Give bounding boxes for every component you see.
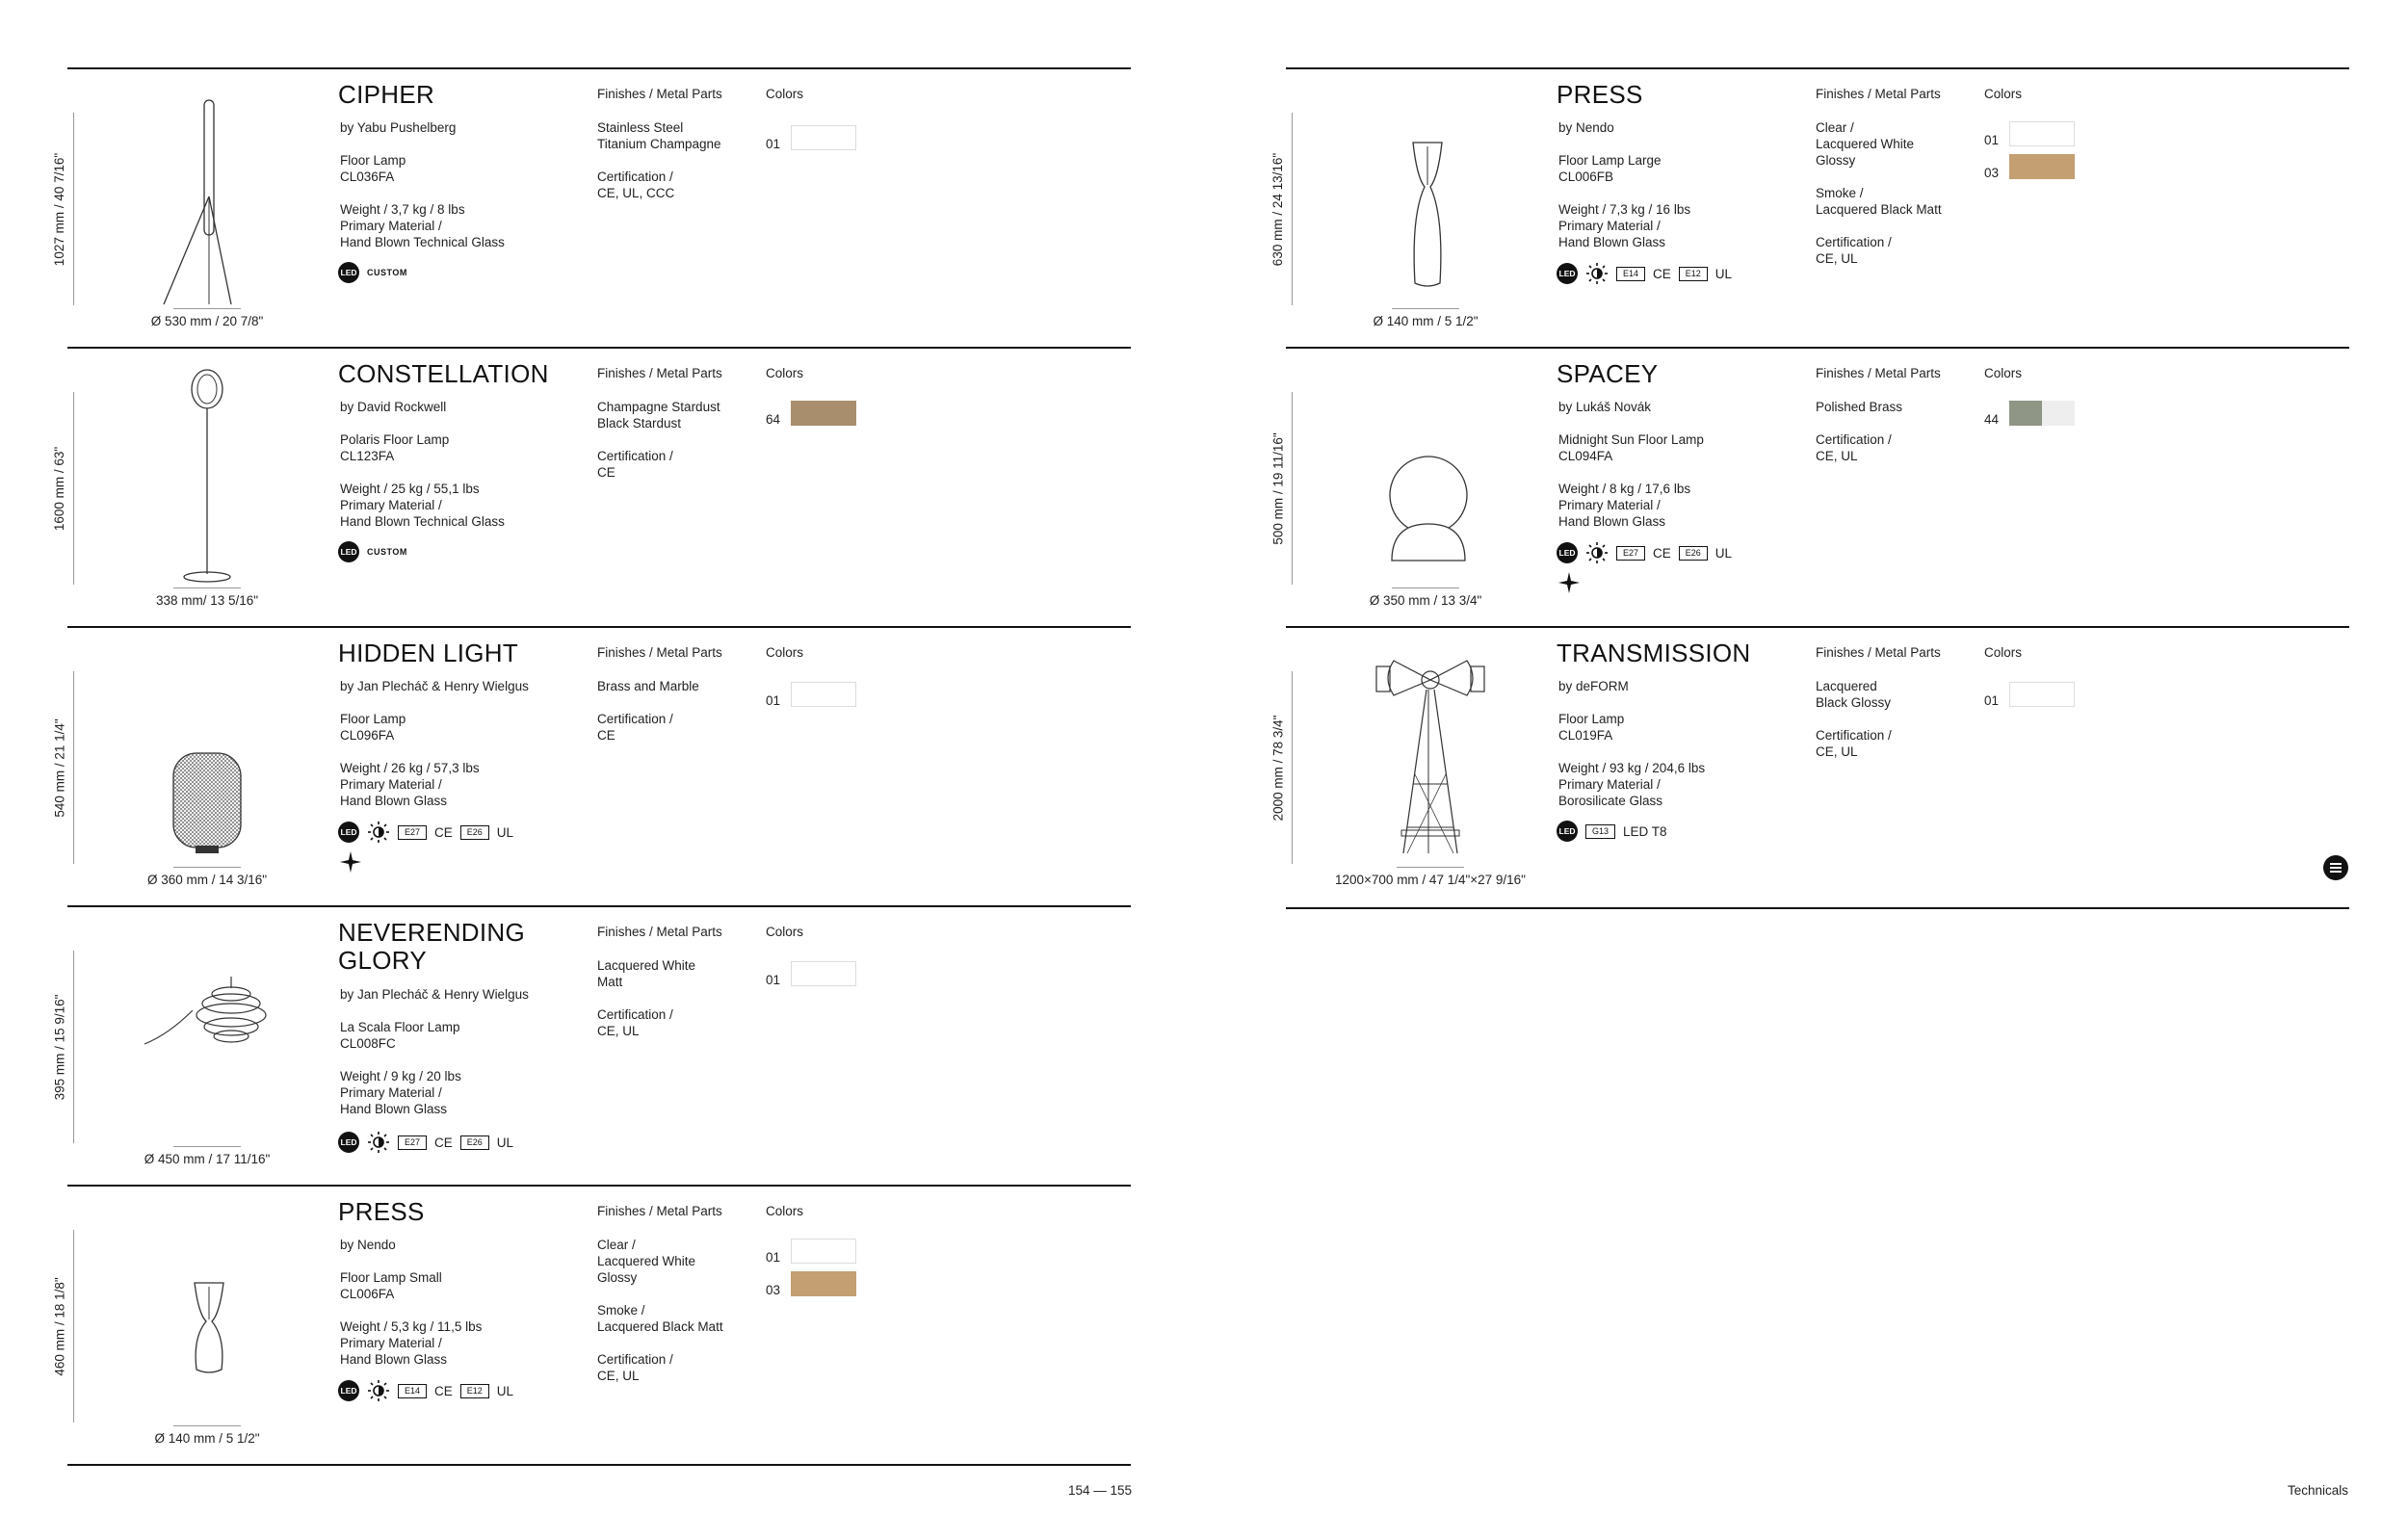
finishes-title: Finishes / Metal Parts bbox=[1816, 645, 1941, 660]
cert-mark: CE bbox=[1653, 545, 1671, 561]
product-designer: by Lukáš Novák bbox=[1558, 400, 1652, 414]
certification: Certification / CE, UL bbox=[597, 1352, 673, 1383]
finish-list: Clear / Lacquered White Glossy Smoke / Lacquered Black Matt bbox=[597, 1238, 723, 1334]
led-icon: LED bbox=[1557, 542, 1578, 563]
product-type: La Scala Floor Lamp CL008FC bbox=[340, 1020, 460, 1051]
product-name: PRESS bbox=[338, 1197, 425, 1226]
finish-list: Lacquered White Matt bbox=[597, 958, 696, 989]
socket-badge: E27 bbox=[398, 1135, 427, 1150]
width-dimension: Ø 140 mm / 5 1/2" bbox=[111, 1431, 303, 1446]
cert-mark: CE bbox=[434, 1135, 453, 1150]
left-page-bottom-rule bbox=[67, 1464, 1131, 1466]
width-dimension: Ø 350 mm / 13 3/4" bbox=[1329, 593, 1522, 608]
colors-title: Colors bbox=[766, 366, 804, 380]
product-entry-press-small bbox=[52, 1185, 1131, 1464]
neverending-glory-lamp-drawing bbox=[116, 919, 308, 1146]
feature-icons bbox=[338, 541, 407, 562]
right-page-bottom-rule bbox=[1286, 907, 2349, 909]
led-icon: LED bbox=[1557, 821, 1578, 842]
finish-list: Stainless Steel Titanium Champagne bbox=[597, 120, 721, 151]
color-swatch-row: 03 bbox=[766, 1269, 856, 1297]
colors-title: Colors bbox=[766, 1204, 804, 1218]
height-dimension: 1600 mm / 63" bbox=[41, 373, 78, 604]
certification: Certification / CE bbox=[597, 449, 673, 480]
colors-title: Colors bbox=[766, 645, 804, 660]
color-swatch-secondary bbox=[2042, 401, 2075, 426]
product-entry-transmission bbox=[1270, 626, 2349, 905]
color-swatch bbox=[791, 961, 856, 986]
color-swatch bbox=[791, 125, 856, 150]
product-designer: by Nendo bbox=[1558, 120, 1614, 135]
product-entry-neverending-glory bbox=[52, 905, 1131, 1185]
custom-label: CUSTOM bbox=[367, 268, 407, 277]
dimmable-sun-icon bbox=[1585, 262, 1609, 285]
product-weight-material: Weight / 5,3 kg / 11,5 lbs Primary Material / Hand Blown Glass bbox=[340, 1319, 483, 1367]
width-dimension: Ø 360 mm / 14 3/16" bbox=[111, 873, 303, 887]
cert-mark: CE bbox=[1653, 266, 1671, 281]
sparkle-star-icon bbox=[340, 851, 361, 873]
color-swatch bbox=[791, 1239, 856, 1264]
led-icon: LED bbox=[338, 262, 359, 283]
dimmable-sun-icon bbox=[1585, 541, 1609, 564]
color-swatch-row: 01 bbox=[766, 959, 856, 987]
led-icon: LED bbox=[338, 541, 359, 562]
certification: Certification / CE, UL bbox=[1816, 235, 1892, 266]
product-weight-material: Weight / 3,7 kg / 8 lbs Primary Material / Hand Blown Technical Glass bbox=[340, 202, 505, 249]
socket-badge: G13 bbox=[1585, 824, 1615, 839]
socket-badge: E12 bbox=[1679, 267, 1708, 281]
product-designer: by Jan Plecháč & Henry Wielgus bbox=[340, 679, 529, 693]
product-name: CONSTELLATION bbox=[338, 359, 549, 388]
color-swatch bbox=[791, 682, 856, 707]
socket-badge: E26 bbox=[1679, 546, 1708, 561]
socket-badge: E27 bbox=[1616, 546, 1645, 561]
product-name: PRESS bbox=[1557, 80, 1643, 109]
color-swatch-row: 01 bbox=[766, 123, 856, 151]
colors-title: Colors bbox=[1984, 366, 2023, 380]
color-swatch bbox=[2009, 154, 2075, 179]
press-large-lamp-drawing bbox=[1334, 81, 1527, 308]
product-designer: by deFORM bbox=[1558, 679, 1629, 693]
colors-title: Colors bbox=[766, 87, 804, 101]
certification: Certification / CE, UL bbox=[1816, 432, 1892, 463]
color-swatch bbox=[2009, 682, 2075, 707]
product-entry-spacey bbox=[1270, 347, 2349, 626]
product-name: TRANSMISSION bbox=[1557, 639, 1751, 667]
certification: Certification / CE bbox=[597, 712, 673, 743]
feature-icons bbox=[338, 1131, 513, 1154]
cert-mark: UL bbox=[496, 824, 514, 840]
product-name: SPACEY bbox=[1557, 359, 1659, 388]
product-weight-material: Weight / 9 kg / 20 lbs Primary Material / Hand Blown Glass bbox=[340, 1069, 461, 1116]
led-icon: LED bbox=[338, 1132, 359, 1153]
color-swatch-row: 01 bbox=[766, 680, 856, 708]
color-swatch bbox=[2009, 401, 2042, 426]
product-type: Floor Lamp CL036FA bbox=[340, 153, 406, 184]
colors-title: Colors bbox=[1984, 645, 2023, 660]
finish-list: Clear / Lacquered White Glossy Smoke / Lacquered Black Matt bbox=[1816, 120, 1942, 217]
socket-badge: E14 bbox=[1616, 267, 1645, 281]
product-designer: by Jan Plecháč & Henry Wielgus bbox=[340, 987, 529, 1002]
product-designer: by Nendo bbox=[340, 1238, 396, 1252]
color-swatch bbox=[791, 1271, 856, 1296]
color-swatch-row: 01 bbox=[1984, 680, 2075, 708]
product-type: Floor Lamp Small CL006FA bbox=[340, 1270, 442, 1301]
dimmable-sun-icon bbox=[367, 821, 390, 844]
finishes-title: Finishes / Metal Parts bbox=[1816, 87, 1941, 101]
product-weight-material: Weight / 93 kg / 204,6 lbs Primary Material / Borosilicate Glass bbox=[1558, 761, 1706, 808]
finish-list: Brass and Marble bbox=[597, 679, 699, 693]
finish-list: Polished Brass bbox=[1816, 400, 1903, 414]
feature-icons bbox=[1557, 262, 1732, 285]
height-dimension: 630 mm / 24 13/16" bbox=[1260, 93, 1296, 325]
finish-list: Champagne Stardust Black Stardust bbox=[597, 400, 720, 431]
cipher-lamp-drawing bbox=[116, 81, 308, 308]
product-weight-material: Weight / 8 kg / 17,6 lbs Primary Material / Hand Blown Glass bbox=[1558, 482, 1691, 529]
led-icon: LED bbox=[338, 822, 359, 843]
product-designer: by Yabu Pushelberg bbox=[340, 120, 457, 135]
socket-badge: E27 bbox=[398, 825, 427, 840]
product-type: Midnight Sun Floor Lamp CL094FA bbox=[1558, 432, 1704, 463]
color-swatch-row: 64 bbox=[766, 399, 856, 427]
height-dimension: 1027 mm / 40 7/16" bbox=[41, 93, 78, 325]
cert-mark: UL bbox=[496, 1135, 514, 1150]
constellation-lamp-drawing bbox=[116, 360, 308, 587]
cert-mark: CE bbox=[434, 1383, 453, 1398]
product-name: HIDDEN LIGHT bbox=[338, 639, 519, 667]
color-swatch-row: 01 bbox=[1984, 119, 2075, 147]
width-dimension: Ø 530 mm / 20 7/8" bbox=[111, 314, 303, 328]
height-dimension: 540 mm / 21 1/4" bbox=[41, 652, 78, 883]
socket-badge: E26 bbox=[460, 825, 489, 840]
product-type: Floor Lamp Large CL006FB bbox=[1558, 153, 1662, 184]
finishes-title: Finishes / Metal Parts bbox=[597, 87, 722, 101]
certification: Certification / CE, UL, CCC bbox=[597, 170, 675, 200]
hidden-light-lamp-drawing bbox=[116, 639, 308, 867]
product-weight-material: Weight / 25 kg / 55,1 lbs Primary Material / Hand Blown Technical Glass bbox=[340, 482, 505, 529]
color-swatch bbox=[791, 401, 856, 426]
certification: Certification / CE, UL bbox=[597, 1007, 673, 1038]
product-type: Floor Lamp CL096FA bbox=[340, 712, 406, 743]
product-designer: by David Rockwell bbox=[340, 400, 447, 414]
cert-mark: UL bbox=[496, 1383, 514, 1398]
socket-badge: E26 bbox=[460, 1135, 489, 1150]
product-weight-material: Weight / 7,3 kg / 16 lbs Primary Material / Hand Blown Glass bbox=[1558, 202, 1691, 249]
color-swatch-row: 03 bbox=[1984, 152, 2075, 180]
product-entry-hidden-light bbox=[52, 626, 1131, 905]
socket-badge: E14 bbox=[398, 1384, 427, 1398]
dimmable-sun-icon bbox=[367, 1131, 390, 1154]
spacey-lamp-drawing bbox=[1334, 360, 1527, 587]
product-weight-material: Weight / 26 kg / 57,3 lbs Primary Material / Hand Blown Glass bbox=[340, 761, 480, 808]
feature-icons bbox=[338, 1379, 513, 1402]
light-source-label: LED T8 bbox=[1623, 823, 1667, 839]
height-dimension: 395 mm / 15 9/16" bbox=[41, 931, 78, 1162]
product-name: NEVERENDING GLORY bbox=[338, 918, 525, 975]
product-type: Polaris Floor Lamp CL123FA bbox=[340, 432, 450, 463]
press-small-lamp-drawing bbox=[116, 1198, 308, 1425]
feature-icons bbox=[1557, 821, 1667, 842]
color-swatch bbox=[2009, 121, 2075, 146]
section-name: Technicals bbox=[2287, 1483, 2348, 1498]
custom-label: CUSTOM bbox=[367, 547, 407, 557]
led-icon: LED bbox=[1557, 263, 1578, 284]
product-entry-cipher bbox=[52, 67, 1131, 347]
page-number: 154 — 155 bbox=[1067, 1483, 1132, 1498]
feature-icons bbox=[1557, 541, 1732, 564]
transmission-lamp-drawing bbox=[1334, 639, 1527, 867]
product-type: Floor Lamp CL019FA bbox=[1558, 712, 1625, 743]
sparkle-star-icon bbox=[1558, 572, 1580, 593]
finishes-title: Finishes / Metal Parts bbox=[597, 645, 722, 660]
socket-badge: E12 bbox=[460, 1384, 489, 1398]
colors-title: Colors bbox=[766, 925, 804, 939]
finishes-title: Finishes / Metal Parts bbox=[597, 366, 722, 380]
feature-icons bbox=[338, 262, 407, 283]
certification: Certification / CE, UL bbox=[1816, 728, 1892, 759]
product-entry-constellation bbox=[52, 347, 1131, 626]
colors-title: Colors bbox=[1984, 87, 2023, 101]
cert-mark: UL bbox=[1714, 545, 1733, 561]
product-entry-press-large bbox=[1270, 67, 2349, 347]
width-dimension: Ø 140 mm / 5 1/2" bbox=[1329, 314, 1522, 328]
cert-mark: CE bbox=[434, 824, 453, 840]
product-name: CIPHER bbox=[338, 80, 435, 109]
color-swatch-row: 01 bbox=[766, 1237, 856, 1265]
chat-bubble-icon[interactable] bbox=[2323, 855, 2348, 880]
feature-icons bbox=[338, 821, 513, 844]
finishes-title: Finishes / Metal Parts bbox=[597, 925, 722, 939]
cert-mark: UL bbox=[1714, 266, 1733, 281]
finishes-title: Finishes / Metal Parts bbox=[1816, 366, 1941, 380]
led-icon: LED bbox=[338, 1380, 359, 1401]
dimmable-sun-icon bbox=[367, 1379, 390, 1402]
finish-list: Lacquered Black Glossy bbox=[1816, 679, 1892, 710]
height-dimension: 2000 mm / 78 3/4" bbox=[1260, 652, 1296, 883]
finishes-title: Finishes / Metal Parts bbox=[597, 1204, 722, 1218]
height-dimension: 460 mm / 18 1/8" bbox=[41, 1211, 78, 1442]
width-dimension: 1200×700 mm / 47 1/4"×27 9/16" bbox=[1305, 873, 1556, 887]
width-dimension: 338 mm/ 13 5/16" bbox=[111, 593, 303, 608]
color-swatch-row: 44 bbox=[1984, 399, 2075, 427]
width-dimension: Ø 450 mm / 17 11/16" bbox=[111, 1152, 303, 1166]
height-dimension: 500 mm / 19 11/16" bbox=[1260, 373, 1296, 604]
